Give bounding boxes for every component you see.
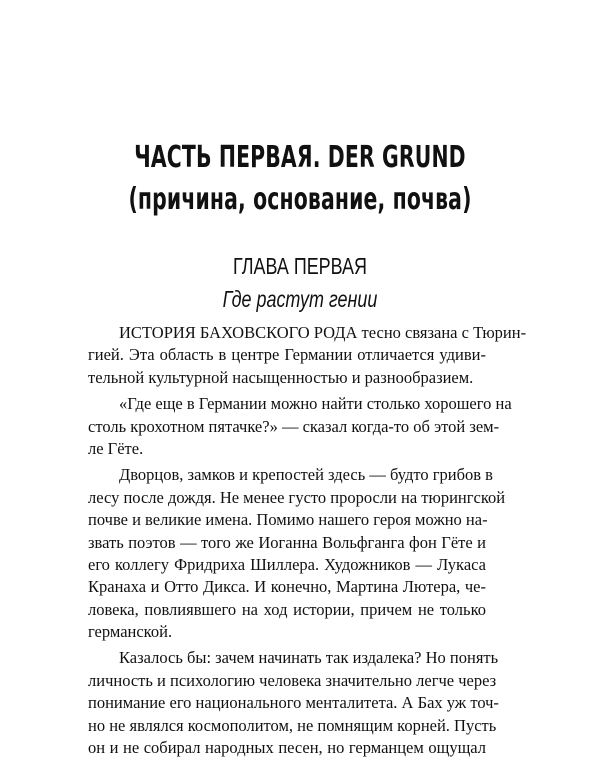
text-line: звать поэтов — того же Иоганна Вольфганга фон Гёте и	[88, 532, 486, 552]
text-line: но не являлся космополитом, не помнящим корней. Пусть	[88, 715, 497, 735]
text-line: тельной культурной насыщенностью и разнообразием.	[88, 367, 474, 387]
paragraph	[88, 322, 527, 389]
text-line: ле Гёте.	[88, 438, 144, 458]
text-line: Дворцов, замков и крепостей здесь — будто грибов в	[119, 465, 493, 485]
text-line: личность и психологию человека значительно легче через	[88, 670, 497, 690]
part-title-line-2: (причина, основание, почва)	[128, 182, 472, 217]
paragraph	[88, 393, 512, 460]
text-line: его коллегу Фридриха Шиллера. Художников — Лукаса	[88, 554, 486, 574]
text-line: Казалось бы: зачем начинать так издалека? Но понять	[119, 648, 499, 668]
body-text	[88, 322, 527, 759]
part-title-line-1: ЧАСТЬ ПЕРВАЯ. DER GRUND	[134, 140, 466, 175]
text-line: лесу после дождя. Не менее густо проросли на тюрингской	[88, 487, 506, 507]
text-line: ловека, повлиявшего на ход истории, причем не только	[88, 599, 486, 619]
paragraph	[88, 464, 506, 643]
text-line: понимание его национального менталитета. А Бах уж точ-	[88, 693, 499, 713]
part-title	[96, 137, 504, 221]
chapter-subtitle: Где растут гении	[222, 286, 378, 312]
text-line: почве и великие имена. Помимо нашего героя можно на-	[88, 510, 488, 530]
text-line: гией. Эта область в центре Германии отличается удиви-	[88, 345, 486, 365]
text-line: германской.	[88, 622, 173, 642]
paragraph	[88, 647, 499, 759]
text-line: «Где еще в Германии можно найти столько хорошего на	[119, 394, 512, 414]
text-line: он и не собирал народных песен, но германцем ощущал	[88, 738, 486, 758]
text-line: Кранаха и Отто Дикса. И конечно, Мартина Лютера, че-	[88, 577, 486, 597]
chapter-heading: ГЛАВА ПЕРВАЯ	[233, 253, 367, 279]
text-line: столь крохотном пятачке?» — сказал когда-то об этой зем-	[88, 416, 500, 436]
text-line: ИСТОРИЯ БАХОВСКОГО РОДА тесно связана с Тюрин-	[119, 323, 527, 342]
